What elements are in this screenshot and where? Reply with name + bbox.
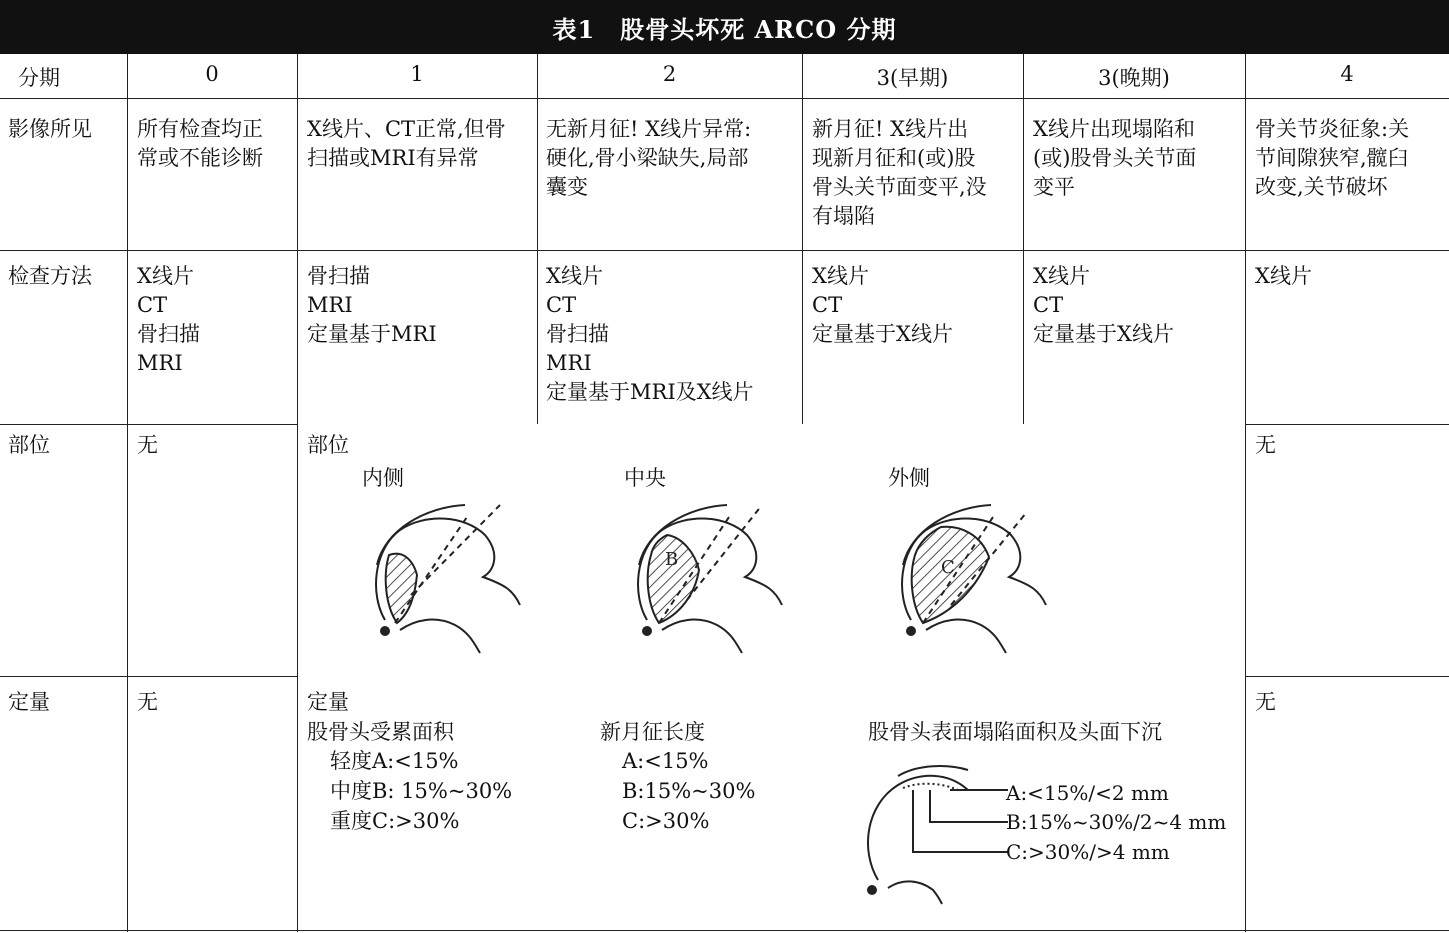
imaging-stage-3-early: 新月征! X线片出 现新月征和(或)股 骨头关节面变平,没 有塌陷 (812, 117, 987, 228)
col-rule-0 (127, 54, 128, 932)
method-stage-1: 骨扫描 MRI 定量基于MRI (307, 264, 437, 346)
row-label-location: 部位 (8, 433, 50, 457)
method-stage-2: X线片 CT 骨扫描 MRI 定量基于MRI及X线片 (546, 264, 754, 404)
header-stage-1: 1 (410, 62, 424, 86)
col-rule-3 (802, 54, 803, 424)
quant-collapse-item: C:>30%/>4 mm (1006, 840, 1170, 864)
header-stage-0: 0 (205, 62, 219, 86)
table-title: 表1 股骨头坏死 ARCO 分期 (0, 0, 1449, 54)
header-stage-2: 2 (662, 62, 677, 86)
row-rule-location-right (1245, 676, 1449, 677)
row-label-imaging: 影像所见 (8, 117, 92, 141)
femoral-neck-outline (400, 620, 480, 653)
method-stage-3-late: X线片 CT 定量基于X线片 (1033, 264, 1174, 346)
location-medial-label: 内侧 (362, 466, 404, 490)
quant-area-title: 股骨头受累面积 (307, 720, 454, 744)
imaging-stage-2: 无新月征! X线片异常: 硬化,骨小梁缺失,局部 囊变 (546, 117, 752, 199)
imaging-stage-3-late: X线片出现塌陷和 (或)股骨头关节面 变平 (1033, 117, 1197, 199)
header-rule (0, 98, 1449, 99)
quant-collapse-item: A:<15%/<2 mm (1006, 781, 1169, 805)
location-title: 部位 (307, 433, 349, 457)
location-stage-4: 无 (1255, 433, 1276, 457)
letter-c: C (941, 557, 955, 578)
col-rule-2 (537, 54, 538, 424)
imaging-stage-4: 骨关节炎征象:关 节间隙狭窄,髋臼 改变,关节破坏 (1255, 117, 1410, 199)
method-stage-0: X线片 CT 骨扫描 MRI (137, 264, 200, 375)
femoral-neck-outline (926, 620, 1006, 653)
quant-collapse-item: B:15%~30%/2~4 mm (1006, 810, 1227, 834)
quant-collapse-title: 股骨头表面塌陷面积及头面下沉 (868, 720, 1162, 744)
collapse-leader-b (930, 790, 1008, 822)
method-stage-3-early: X线片 CT 定量基于X线片 (812, 264, 953, 346)
femoral-head-lateral-diagram (881, 495, 1051, 655)
quant-area-item: 中度B: 15%~30% (330, 779, 513, 803)
row-label-method: 检查方法 (8, 264, 92, 288)
quant-crescent-item: C:>30% (622, 809, 710, 833)
quant-stage-0: 无 (137, 690, 158, 714)
col-rule-4 (1023, 54, 1024, 424)
femoral-neck-outline (888, 881, 942, 904)
femoral-head-central-diagram (617, 495, 787, 655)
location-stage-0: 无 (137, 433, 158, 457)
location-central-label: 中央 (624, 466, 666, 490)
location-lateral-label: 外侧 (888, 466, 930, 490)
quant-stage-4: 无 (1255, 690, 1276, 714)
header-stage: 分期 (18, 66, 60, 90)
row-rule-location-left (0, 676, 298, 677)
col-rule-1 (297, 54, 298, 932)
header-stage-4: 4 (1340, 62, 1354, 86)
row-rule-imaging (0, 250, 1449, 251)
header-stage-3-early: 3(早期) (876, 66, 949, 90)
acetabulum-arc (898, 766, 968, 776)
quant-crescent-item: A:<15% (622, 749, 709, 773)
imaging-stage-0: 所有检查均正 常或不能诊断 (137, 117, 263, 170)
femoral-head-collapse-diagram (858, 760, 1018, 905)
femoral-head-medial-diagram (355, 495, 525, 655)
row-label-quant: 定量 (8, 690, 50, 714)
header-stage-3-late: 3(晚期) (1098, 66, 1170, 90)
quant-area-item: 轻度A:<15% (330, 749, 459, 773)
collapse-surface (903, 784, 958, 790)
method-stage-4: X线片 (1255, 264, 1312, 288)
quant-crescent-item: B:15%~30% (622, 779, 756, 803)
col-rule-5 (1245, 54, 1246, 932)
quant-crescent-title: 新月征长度 (600, 720, 705, 744)
row-rule-method-right (1245, 424, 1449, 425)
letter-b: B (665, 549, 679, 570)
imaging-stage-1: X线片、CT正常,但骨 扫描或MRI有异常 (307, 117, 506, 170)
row-rule-method (0, 424, 298, 425)
quant-area-item: 重度C:>30% (330, 809, 460, 833)
quant-title: 定量 (307, 690, 349, 714)
femoral-neck-outline (662, 620, 742, 653)
bottom-rule (0, 930, 1449, 931)
femoral-head-outline (868, 776, 968, 880)
